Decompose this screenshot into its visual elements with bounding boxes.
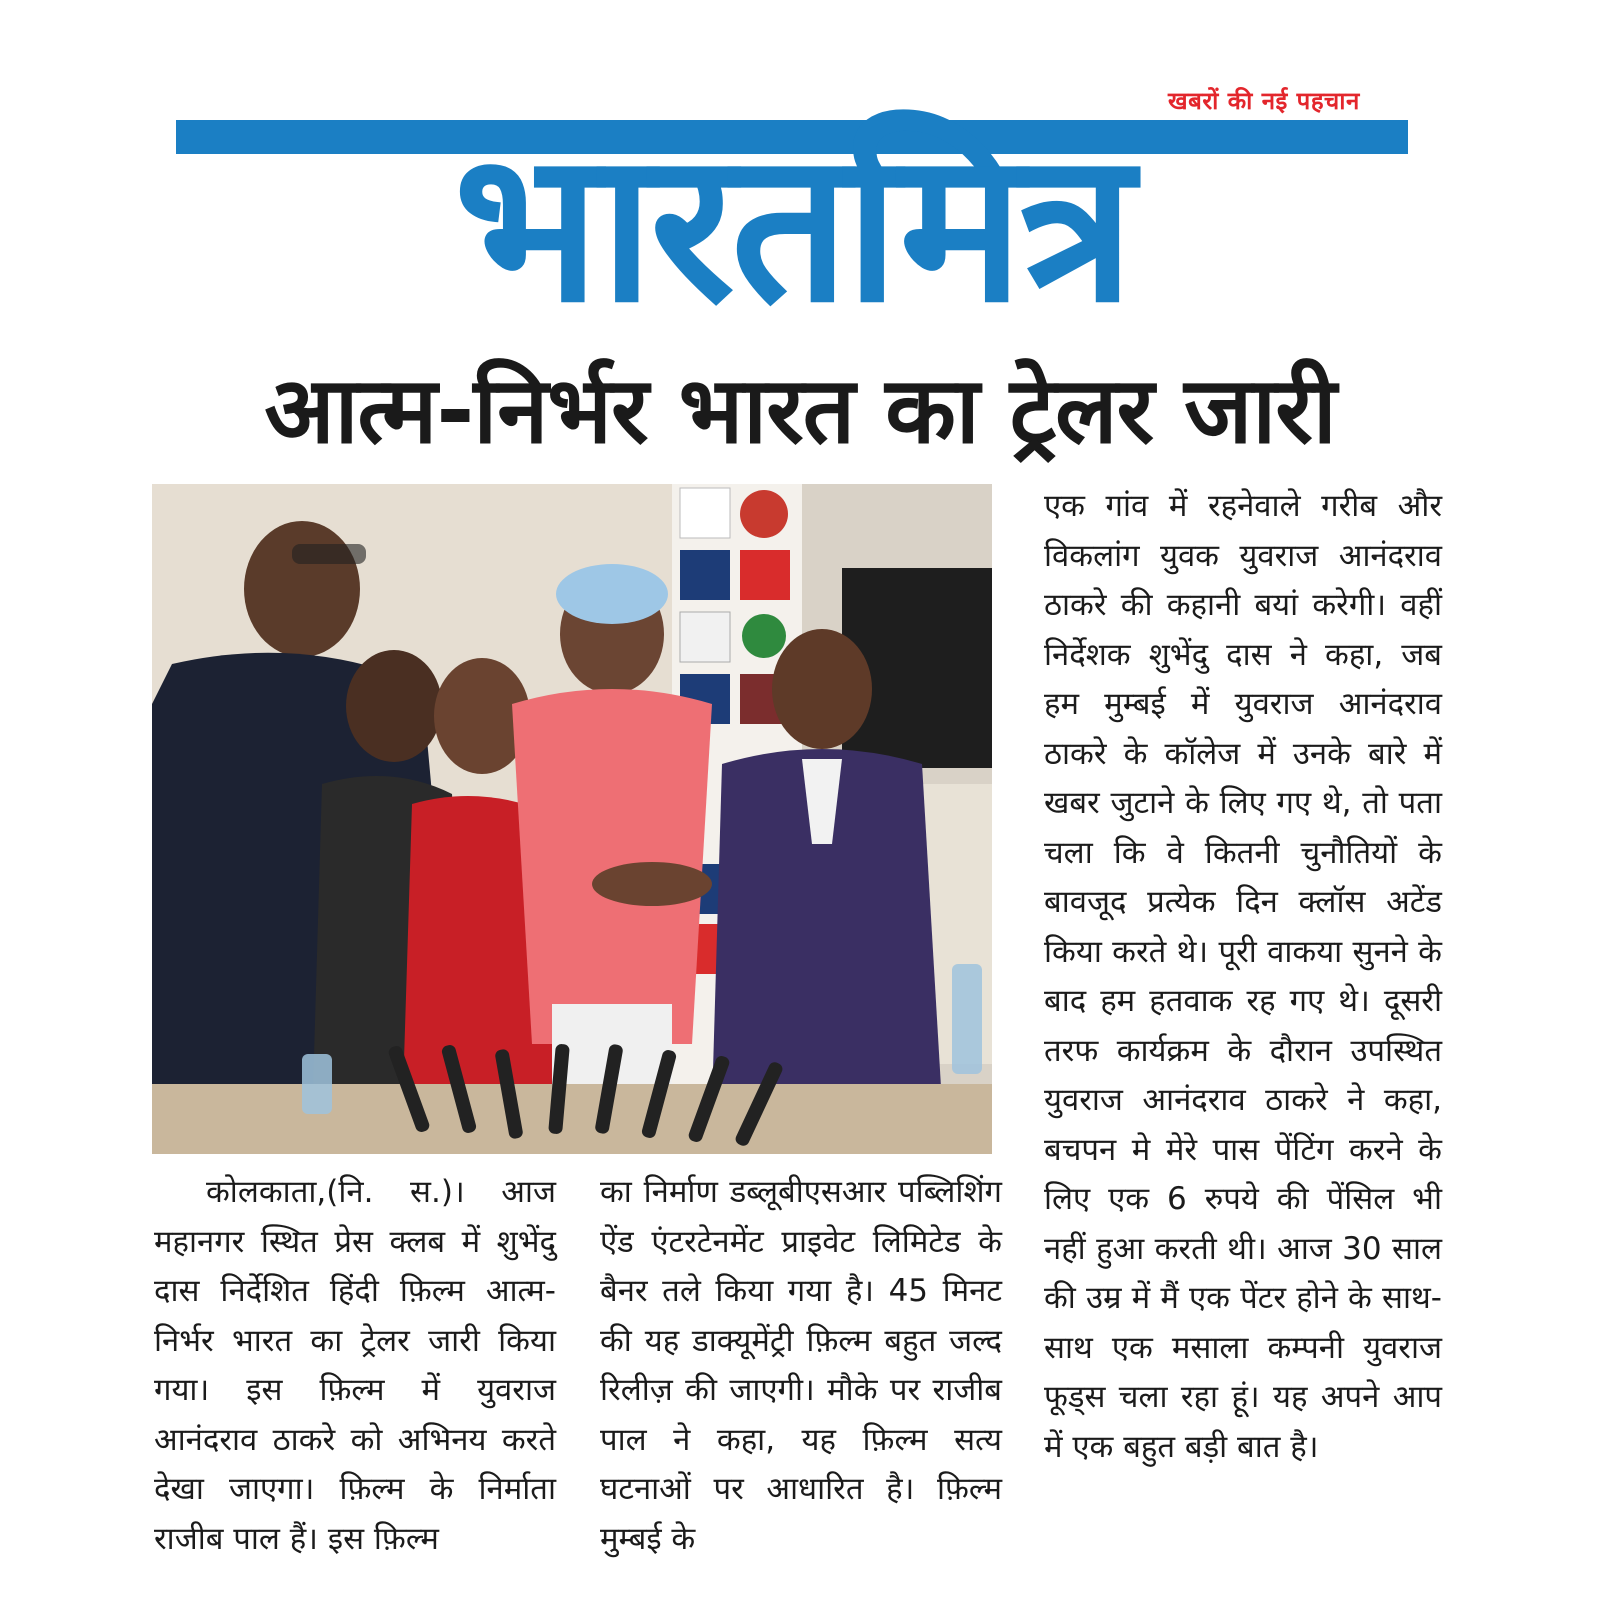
article-text-left: कोलकाता,(नि. स.)। आज महानगर स्थित प्रेस क्लब में शुभेंदु दास निर्देशित हिंदी फ़िल्म आत्म-निर्भर भारत का ट्रेलर जारी किया गया। इस फ़िल्म में युवराज आनंदराव ठाकरे को अभिनय करते देखा जाएगा। फ़िल्म के निर्माता राजीब पाल हैं। इस फ़िल्म	[154, 1174, 556, 1557]
article-column-right	[1044, 482, 1442, 1472]
article-text-right: एक गांव में रहनेवाले गरीब और विकलांग युवक युवराज आनंदराव ठाकरे की कहानी बयां करेगी। वहीं निर्देशक शुभेंदु दास ने कहा, जब हम मुम्बई में युवराज आनंदराव ठाकरे के कॉलेज में उनके बारे में खबर जुटाने के लिए गए थे, तो पता चला कि वे कितनी चुनौतियों के बावजूद प्रत्येक दिन क्लॉस अटेंड किया करते थे। पूरी वाकया सुनने के बाद हम हतवाक रह गए थे। दूसरी तरफ कार्यक्रम के दौरान उपस्थित युवराज आनंदराव ठाकरे ने कहा, बचपन मे मेरे पास पेंटिंग करने के लिए एक 6 रुपये की पेंसिल भी नहीं हुआ करती थी। आज 30 साल की उम्र में मैं एक पेंटर होने के साथ-साथ एक मसाला कम्पनी युवराज फूड्स चला रहा हूं। यह अपने आप में एक बहुत बड़ी बात है।	[1044, 488, 1442, 1465]
press-conference-photo	[152, 484, 992, 1154]
article-column-left	[154, 1168, 556, 1564]
press-table	[152, 1084, 992, 1154]
masthead-tagline: खबरों की नई पहचान	[1168, 87, 1360, 115]
masthead-title: भारतमित्र	[453, 107, 1131, 336]
article-column-middle	[600, 1168, 1002, 1564]
article-headline: आत्म-निर्भर भारत का ट्रेलर जारी	[264, 357, 1336, 464]
article-text-middle: का निर्माण डब्लूबीएसआर पब्लिशिंग ऐंड एंटरटेनमेंट प्राइवेट लिमिटेड के बैनर तले किया गया है। 45 मिनट की यह डाक्यूमेंट्री फ़िल्म बहुत जल्द रिलीज़ की जाएगी। मौके पर राजीब पाल ने कहा, यह फ़िल्म सत्य घटनाओं पर आधारित है। फ़िल्म मुम्बई के	[600, 1174, 1002, 1557]
press-conference-photo-icon	[152, 484, 992, 1154]
masthead	[176, 100, 1408, 336]
